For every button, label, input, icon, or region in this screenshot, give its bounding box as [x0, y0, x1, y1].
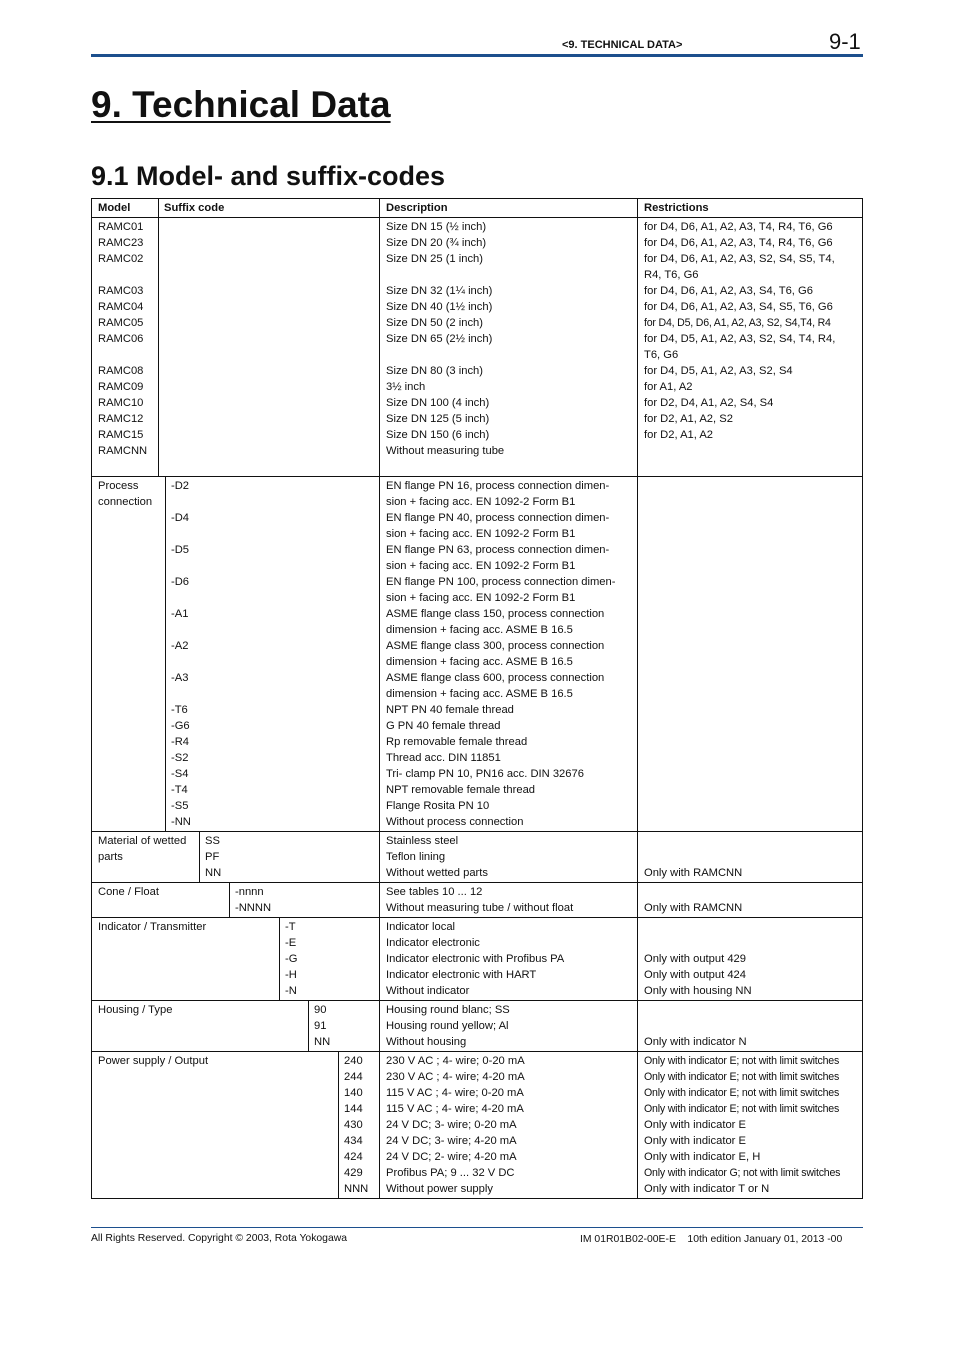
- model-code: RAMC03: [98, 285, 144, 297]
- suffix-code: SS: [205, 835, 220, 847]
- description-line: 230 V AC ; 4- wire; 4-20 mA: [386, 1071, 525, 1083]
- suffix-code: -H: [285, 969, 297, 981]
- description-line: Indicator electronic: [386, 937, 480, 949]
- restriction-line: Only with indicator G; not with limit switches: [644, 1167, 841, 1179]
- description-line: 24 V DC; 3- wire; 0-20 mA: [386, 1119, 517, 1131]
- suffix-code: 434: [344, 1135, 363, 1147]
- suffix-code: -E: [285, 937, 297, 949]
- suffix-code: -D6: [171, 576, 190, 588]
- group-label: Power supply / Output: [98, 1055, 209, 1067]
- description-line: Rp removable female thread: [386, 736, 528, 748]
- restriction-line: Only with indicator E; not with limit switches: [644, 1103, 840, 1115]
- suffix-code: [171, 590, 375, 606]
- restriction-line: Only with indicator E, H: [644, 1151, 761, 1163]
- cone-code-cell: [92, 883, 380, 917]
- model-code: RAMC12: [98, 413, 144, 425]
- description-line: NPT PN 40 female thread: [386, 704, 514, 716]
- restriction-line: [644, 1002, 858, 1018]
- description-cell: [380, 1001, 638, 1051]
- restrictions-cell: [638, 832, 862, 882]
- restriction-line: Only with RAMCNN: [644, 902, 743, 914]
- description-line: Size DN 20 (¾ inch): [386, 237, 487, 249]
- suffix-code: -G6: [171, 720, 190, 732]
- description-line: Without measuring tube / without float: [386, 902, 574, 914]
- restrictions-cell: [638, 1052, 862, 1198]
- description-line: Size DN 125 (5 inch): [386, 413, 490, 425]
- restriction-line: Only with indicator E; not with limit switches: [644, 1055, 840, 1067]
- model-code: RAMC05: [98, 317, 144, 329]
- description-line: Size DN 65 (2½ inch): [386, 333, 493, 345]
- suffix-code: -S4: [171, 768, 189, 780]
- group-label: Indicator / Transmitter: [98, 921, 207, 933]
- group-label: connection: [98, 496, 153, 508]
- power-row: [92, 1051, 862, 1198]
- model-code: RAMC06: [98, 333, 144, 345]
- suffix-code: 240: [344, 1055, 363, 1067]
- restriction-line: Only with indicator N: [644, 1036, 747, 1048]
- description-line: Size DN 25 (1 inch): [386, 253, 483, 265]
- description-line: sion + facing acc. EN 1092-2 Form B1: [386, 592, 576, 604]
- model-header: Model: [98, 202, 131, 214]
- restrictions-cell: [638, 218, 862, 476]
- model-code: RAMC02: [98, 253, 144, 265]
- description-cell: [380, 832, 638, 882]
- description-line: [386, 347, 632, 363]
- description-line: Without wetted parts: [386, 867, 488, 879]
- suffix-code: PF: [205, 851, 220, 863]
- model-group-code-cell: [92, 218, 380, 476]
- suffix-code: NN: [314, 1036, 331, 1048]
- description-line: Stainless steel: [386, 835, 459, 847]
- restrictions-header: Restrictions: [644, 202, 709, 214]
- description-line: Size DN 100 (4 inch): [386, 397, 490, 409]
- description-line: 230 V AC ; 4- wire; 0-20 mA: [386, 1055, 525, 1067]
- group-label: parts: [98, 851, 123, 863]
- restriction-line: [644, 935, 858, 951]
- group-label-cell: [92, 832, 199, 882]
- model-cell: [92, 218, 158, 476]
- description-line: Size DN 15 (½ inch): [386, 221, 487, 233]
- model-code: RAMC10: [98, 397, 144, 409]
- group-label: Process: [98, 480, 139, 492]
- restriction-line: Only with housing NN: [644, 985, 752, 997]
- suffix-header: Suffix code: [158, 199, 379, 217]
- description-line: sion + facing acc. EN 1092-2 Form B1: [386, 496, 576, 508]
- suffix-code: NNN: [344, 1183, 369, 1195]
- model-code: RAMC15: [98, 429, 144, 441]
- restriction-line: for D4, D5, A1, A2, A3, S2, S4: [644, 365, 793, 377]
- description-line: 24 V DC; 3- wire; 4-20 mA: [386, 1135, 517, 1147]
- description-line: Indicator electronic with HART: [386, 969, 537, 981]
- description-line: Without measuring tube: [386, 445, 505, 457]
- description-line: 115 V AC ; 4- wire; 0-20 mA: [386, 1087, 524, 1099]
- suffix-code: -D2: [171, 480, 190, 492]
- description-line: dimension + facing acc. ASME B 16.5: [386, 624, 573, 636]
- description-line: Indicator local: [386, 921, 456, 933]
- table-header-row: [92, 199, 862, 217]
- model-code: RAMC09: [98, 381, 144, 393]
- header-section-label: <9. TECHNICAL DATA>: [562, 39, 683, 51]
- description-line: EN flange PN 100, process connection dimen-: [386, 576, 616, 588]
- model-code: RAMC23: [98, 237, 144, 249]
- description-line: Thread acc. DIN 11851: [386, 752, 501, 764]
- description-line: EN flange PN 40, process connection dimen-: [386, 512, 610, 524]
- suffix-code: NN: [205, 867, 222, 879]
- restriction-line: R4, T6, G6: [644, 269, 699, 281]
- description-cell: [380, 218, 638, 476]
- suffix-code: 429: [344, 1167, 363, 1179]
- restriction-line: for D4, D5, D6, A1, A2, A3, S2, S4,T4, R4: [644, 317, 831, 329]
- housing-row: [92, 1000, 862, 1051]
- description-line: Teflon lining: [386, 851, 446, 863]
- restriction-line: T6, G6: [644, 349, 679, 361]
- restriction-line: [644, 919, 858, 935]
- restriction-line: for D4, D6, A1, A2, A3, S4, S5, T6, G6: [644, 301, 833, 313]
- description-line: EN flange PN 63, process connection dimen-: [386, 544, 610, 556]
- restriction-line: Only with output 429: [644, 953, 746, 965]
- description-line: NPT removable female thread: [386, 784, 536, 796]
- suffix-code: [171, 558, 375, 574]
- suffix-code: -NN: [171, 816, 191, 828]
- description-line: ASME flange class 300, process connection: [386, 640, 605, 652]
- section-title: 9.1 Model- and suffix-codes: [91, 161, 446, 191]
- group-label-cell: [92, 918, 279, 1000]
- description-line: Housing round yellow; Al: [386, 1020, 509, 1032]
- restriction-line: for D4, D6, A1, A2, A3, S4, T6, G6: [644, 285, 813, 297]
- description-line: Size DN 80 (3 inch): [386, 365, 483, 377]
- suffix-code: 140: [344, 1087, 363, 1099]
- restriction-line: for D4, D6, A1, A2, A3, S2, S4, S5, T4,: [644, 253, 835, 265]
- suffix-code: 144: [344, 1103, 363, 1115]
- chapter-title: 9. Technical Data: [91, 84, 391, 125]
- description-line: dimension + facing acc. ASME B 16.5: [386, 656, 573, 668]
- material-code-cell: [92, 832, 380, 882]
- suffix-code: -NNNN: [235, 902, 272, 914]
- suffix-code: -G: [285, 953, 298, 965]
- restrictions-cell: [638, 1001, 862, 1051]
- restriction-line: for D2, D4, A1, A2, S4, S4: [644, 397, 774, 409]
- suffix-code: [171, 494, 375, 510]
- description-line: Without housing: [386, 1036, 467, 1048]
- suffix-code-cell: [338, 1052, 379, 1198]
- model-code: [98, 347, 154, 363]
- restriction-line: Only with RAMCNN: [644, 867, 743, 879]
- model-suffix-table: [91, 198, 863, 1199]
- description-line: Profibus PA; 9 ... 32 V DC: [386, 1167, 515, 1179]
- description-line: 3½ inch: [386, 381, 426, 393]
- description-line: G PN 40 female thread: [386, 720, 501, 732]
- description-line: 115 V AC ; 4- wire; 4-20 mA: [386, 1103, 524, 1115]
- suffix-code-cell: [308, 1001, 379, 1051]
- description-line: sion + facing acc. EN 1092-2 Form B1: [386, 560, 576, 572]
- restriction-line: Only with output 424: [644, 969, 746, 981]
- restriction-line: for D4, D5, A1, A2, A3, S2, S4, T4, R4,: [644, 333, 836, 345]
- suffix-code: -T4: [171, 784, 188, 796]
- header-rule: [91, 54, 863, 57]
- description-cell: [380, 477, 638, 831]
- group-label-cell: [92, 477, 165, 831]
- suffix-code: [171, 622, 375, 638]
- description-line: See tables 10 ... 12: [386, 886, 483, 898]
- suffix-code: 430: [344, 1119, 363, 1131]
- suffix-code: 90: [314, 1004, 327, 1016]
- suffix-code: 91: [314, 1020, 327, 1032]
- description-line: Indicator electronic with Profibus PA: [386, 953, 565, 965]
- group-label-cell: [92, 1001, 308, 1051]
- description-line: dimension + facing acc. ASME B 16.5: [386, 688, 573, 700]
- suffix-code: -T6: [171, 704, 188, 716]
- suffix-code: -S5: [171, 800, 189, 812]
- description-line: Size DN 150 (6 inch): [386, 429, 490, 441]
- description-header: Description: [380, 199, 638, 217]
- model-group-row: [92, 217, 862, 476]
- suffix-code-cell: [199, 832, 379, 882]
- restriction-line: for D2, A1, A2: [644, 429, 714, 441]
- restriction-line: [644, 459, 858, 475]
- suffix-code: [171, 526, 375, 542]
- description-line: Size DN 50 (2 inch): [386, 317, 483, 329]
- suffix-code: [171, 686, 375, 702]
- suffix-code-cell: [165, 477, 379, 831]
- suffix-code: -nnnn: [235, 886, 264, 898]
- description-line: Size DN 40 (1½ inch): [386, 301, 493, 313]
- suffix-code: -R4: [171, 736, 190, 748]
- model-code: RAMC04: [98, 301, 144, 313]
- restriction-line: for D4, D6, A1, A2, A3, T4, R4, T6, G6: [644, 237, 833, 249]
- restriction-line: [644, 443, 858, 459]
- restrictions-cell: [638, 883, 862, 917]
- suffix-code: -N: [285, 985, 297, 997]
- description-line: Without process connection: [386, 816, 524, 828]
- description-cell: [380, 918, 638, 1000]
- model-suffix-header: [92, 199, 380, 217]
- process-connection-row: [92, 476, 862, 831]
- description-line: [386, 267, 632, 283]
- description-line: Tri- clamp PN 10, PN16 acc. DIN 32676: [386, 768, 584, 780]
- model-code: [98, 267, 154, 283]
- group-label: Housing / Type: [98, 1004, 173, 1016]
- suffix-code-cell: [279, 918, 379, 1000]
- description-cell: [380, 1052, 638, 1198]
- restriction-line: Only with indicator T or N: [644, 1183, 770, 1195]
- description-line: 24 V DC; 2- wire; 4-20 mA: [386, 1151, 517, 1163]
- suffix-code: -D4: [171, 512, 190, 524]
- model-code: RAMC08: [98, 365, 144, 377]
- description-line: sion + facing acc. EN 1092-2 Form B1: [386, 528, 576, 540]
- process-connection-code-cell: [92, 477, 380, 831]
- footer-copyright: All Rights Reserved. Copyright © 2003, Rota Yokogawa: [91, 1233, 348, 1244]
- model-code: RAMCNN: [98, 445, 148, 457]
- restriction-line: for D2, A1, A2, S2: [644, 413, 733, 425]
- suffix-code: -A3: [171, 672, 189, 684]
- suffix-code-cell: [229, 883, 379, 917]
- model-code: RAMC01: [98, 221, 144, 233]
- suffix-code: 424: [344, 1151, 363, 1163]
- indicator-code-cell: [92, 918, 380, 1000]
- suffix-code: -A1: [171, 608, 189, 620]
- suffix-code: -A2: [171, 640, 189, 652]
- description-cell: [380, 883, 638, 917]
- suffix-code: [171, 654, 375, 670]
- restriction-line: [644, 833, 858, 849]
- page-number: 9-1: [829, 29, 861, 54]
- restriction-line: Only with indicator E; not with limit switches: [644, 1087, 840, 1099]
- restriction-line: for D4, D6, A1, A2, A3, T4, R4, T6, G6: [644, 221, 833, 233]
- suffix-cell: [158, 218, 379, 476]
- power-code-cell: [92, 1052, 380, 1198]
- indicator-row: [92, 917, 862, 1000]
- restriction-line: [644, 884, 858, 900]
- footer-document-info: IM 01R01B02-00E-E 10th edition January 01, 2013 -00: [580, 1234, 843, 1245]
- description-line: Without indicator: [386, 985, 470, 997]
- housing-code-cell: [92, 1001, 380, 1051]
- group-label: Cone / Float: [98, 886, 159, 898]
- restriction-line: Only with indicator E: [644, 1119, 746, 1131]
- description-line: Flange Rosita PN 10: [386, 800, 490, 812]
- restriction-line: Only with indicator E; not with limit switches: [644, 1071, 840, 1083]
- description-line: EN flange PN 16, process connection dimen-: [386, 480, 610, 492]
- restriction-line: for A1, A2: [644, 381, 693, 393]
- group-label-cell: [92, 883, 229, 917]
- description-line: Housing round blanc; SS: [386, 1004, 510, 1016]
- restrictions-cell: [638, 918, 862, 1000]
- suffix-code: 244: [344, 1071, 363, 1083]
- restrictions-cell: [638, 477, 862, 831]
- suffix-code: -S2: [171, 752, 189, 764]
- group-label-cell: [92, 1052, 338, 1198]
- restriction-line: [644, 849, 858, 865]
- description-line: Without power supply: [386, 1183, 493, 1195]
- suffix-code: -T: [285, 921, 296, 933]
- description-line: Size DN 32 (1¼ inch): [386, 285, 493, 297]
- restriction-line: Only with indicator E: [644, 1135, 746, 1147]
- footer-rule: [91, 1227, 863, 1228]
- material-row: [92, 831, 862, 882]
- group-label: Material of wetted: [98, 835, 187, 847]
- restriction-line: [644, 1018, 858, 1034]
- cone-row: [92, 882, 862, 917]
- description-line: ASME flange class 150, process connection: [386, 608, 605, 620]
- suffix-code: -D5: [171, 544, 190, 556]
- description-line: ASME flange class 600, process connection: [386, 672, 605, 684]
